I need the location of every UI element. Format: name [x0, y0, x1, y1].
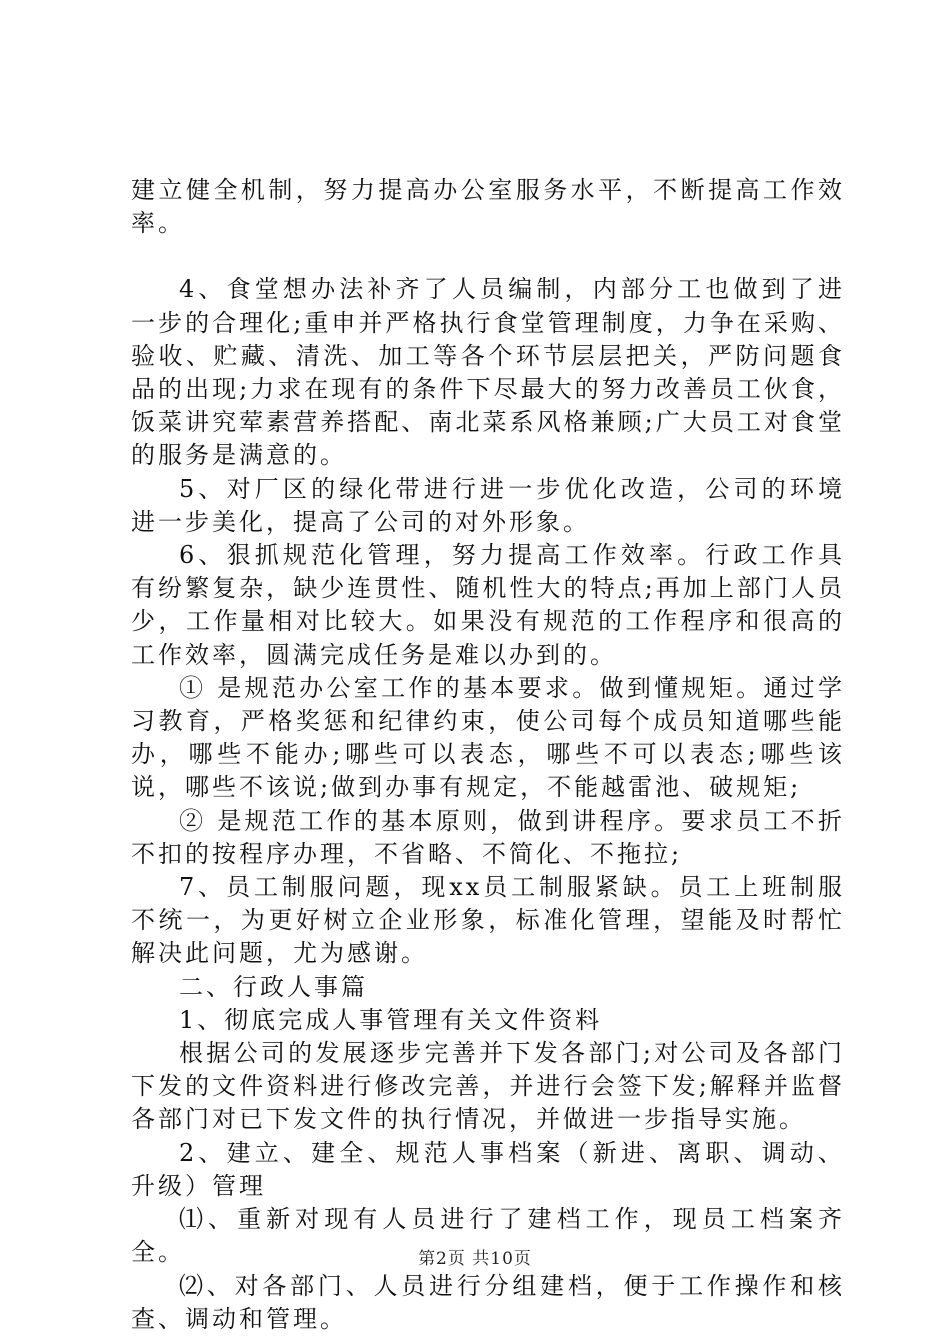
paragraph-8: 根据公司的发展逐步完善并下发各部门;对公司及各部门下发的文件资料进行修改完善，并进行会签下发;解释并监督各部门对已下发文件的执行情况，并做进一步指导实施。	[131, 1039, 845, 1134]
paragraph-1: 建立健全机制，努力提高办公室服务水平，不断提高工作效率。	[131, 176, 845, 238]
list-item-1: ⑴、重新对现有人员进行了建档工作，现员工档案齐全。	[131, 1205, 845, 1267]
list-item-2: ⑵、对各部门、人员进行分组建档，便于工作操作和核查、调动和管理。	[131, 1271, 845, 1333]
page-footer: 第2页 共10页	[418, 1249, 532, 1269]
subheading-2: 2、建立、建全、规范人事档案（新进、离职、调动、升级）管理	[131, 1138, 845, 1200]
paragraph-spacer	[131, 240, 845, 273]
document-body	[131, 174, 845, 1336]
paragraph-2: 4、食堂想办法补齐了人员编制，内部分工也做到了进一步的合理化;重申并严格执行食堂管理制度，力争在采购、验收、贮藏、清洗、加工等各个环节层层把关，严防问题食品的出现;力求在现有的条件下尽最大的努力改善员工伙食，饭菜讲究荤素营养搭配、南北菜系风格兼顾;广大员工对食堂的服务是满意的。	[131, 275, 845, 470]
subheading-1: 1、彻底完成人事管理有关文件资料	[179, 1005, 603, 1034]
paragraph-3: 5、对厂区的绿化带进行进一步优化改造，公司的环境进一步美化，提高了公司的对外形象。	[131, 474, 845, 536]
section-heading: 二、行政人事篇	[179, 972, 368, 1001]
paragraph-6: ② 是规范工作的基本原则，做到讲程序。要求员工不折不扣的按程序办理，不省略、不简化、不拖拉;	[131, 806, 845, 868]
paragraph-4: 6、狠抓规范化管理，努力提高工作效率。行政工作具有纷繁复杂，缺少连贯性、随机性大的特点;再加上部门人员少，工作量相对比较大。如果没有规范的工作程序和很高的工作效率，圆满完成任务是难以办到的。	[131, 541, 845, 669]
paragraph-5: ① 是规范办公室工作的基本要求。做到懂规矩。通过学习教育，严格奖惩和纪律约束，使公司每个成员知道哪些能办，哪些不能办;哪些可以表态，哪些不可以表态;哪些该说，哪些不该说;做到办事有规定，不能越雷池、破规矩;	[131, 673, 845, 802]
paragraph-7: 7、员工制服问题，现xx员工制服紧缺。员工上班制服不统一，为更好树立企业形象，标准化管理，望能及时帮忙解决此问题，尤为感谢。	[131, 873, 845, 968]
